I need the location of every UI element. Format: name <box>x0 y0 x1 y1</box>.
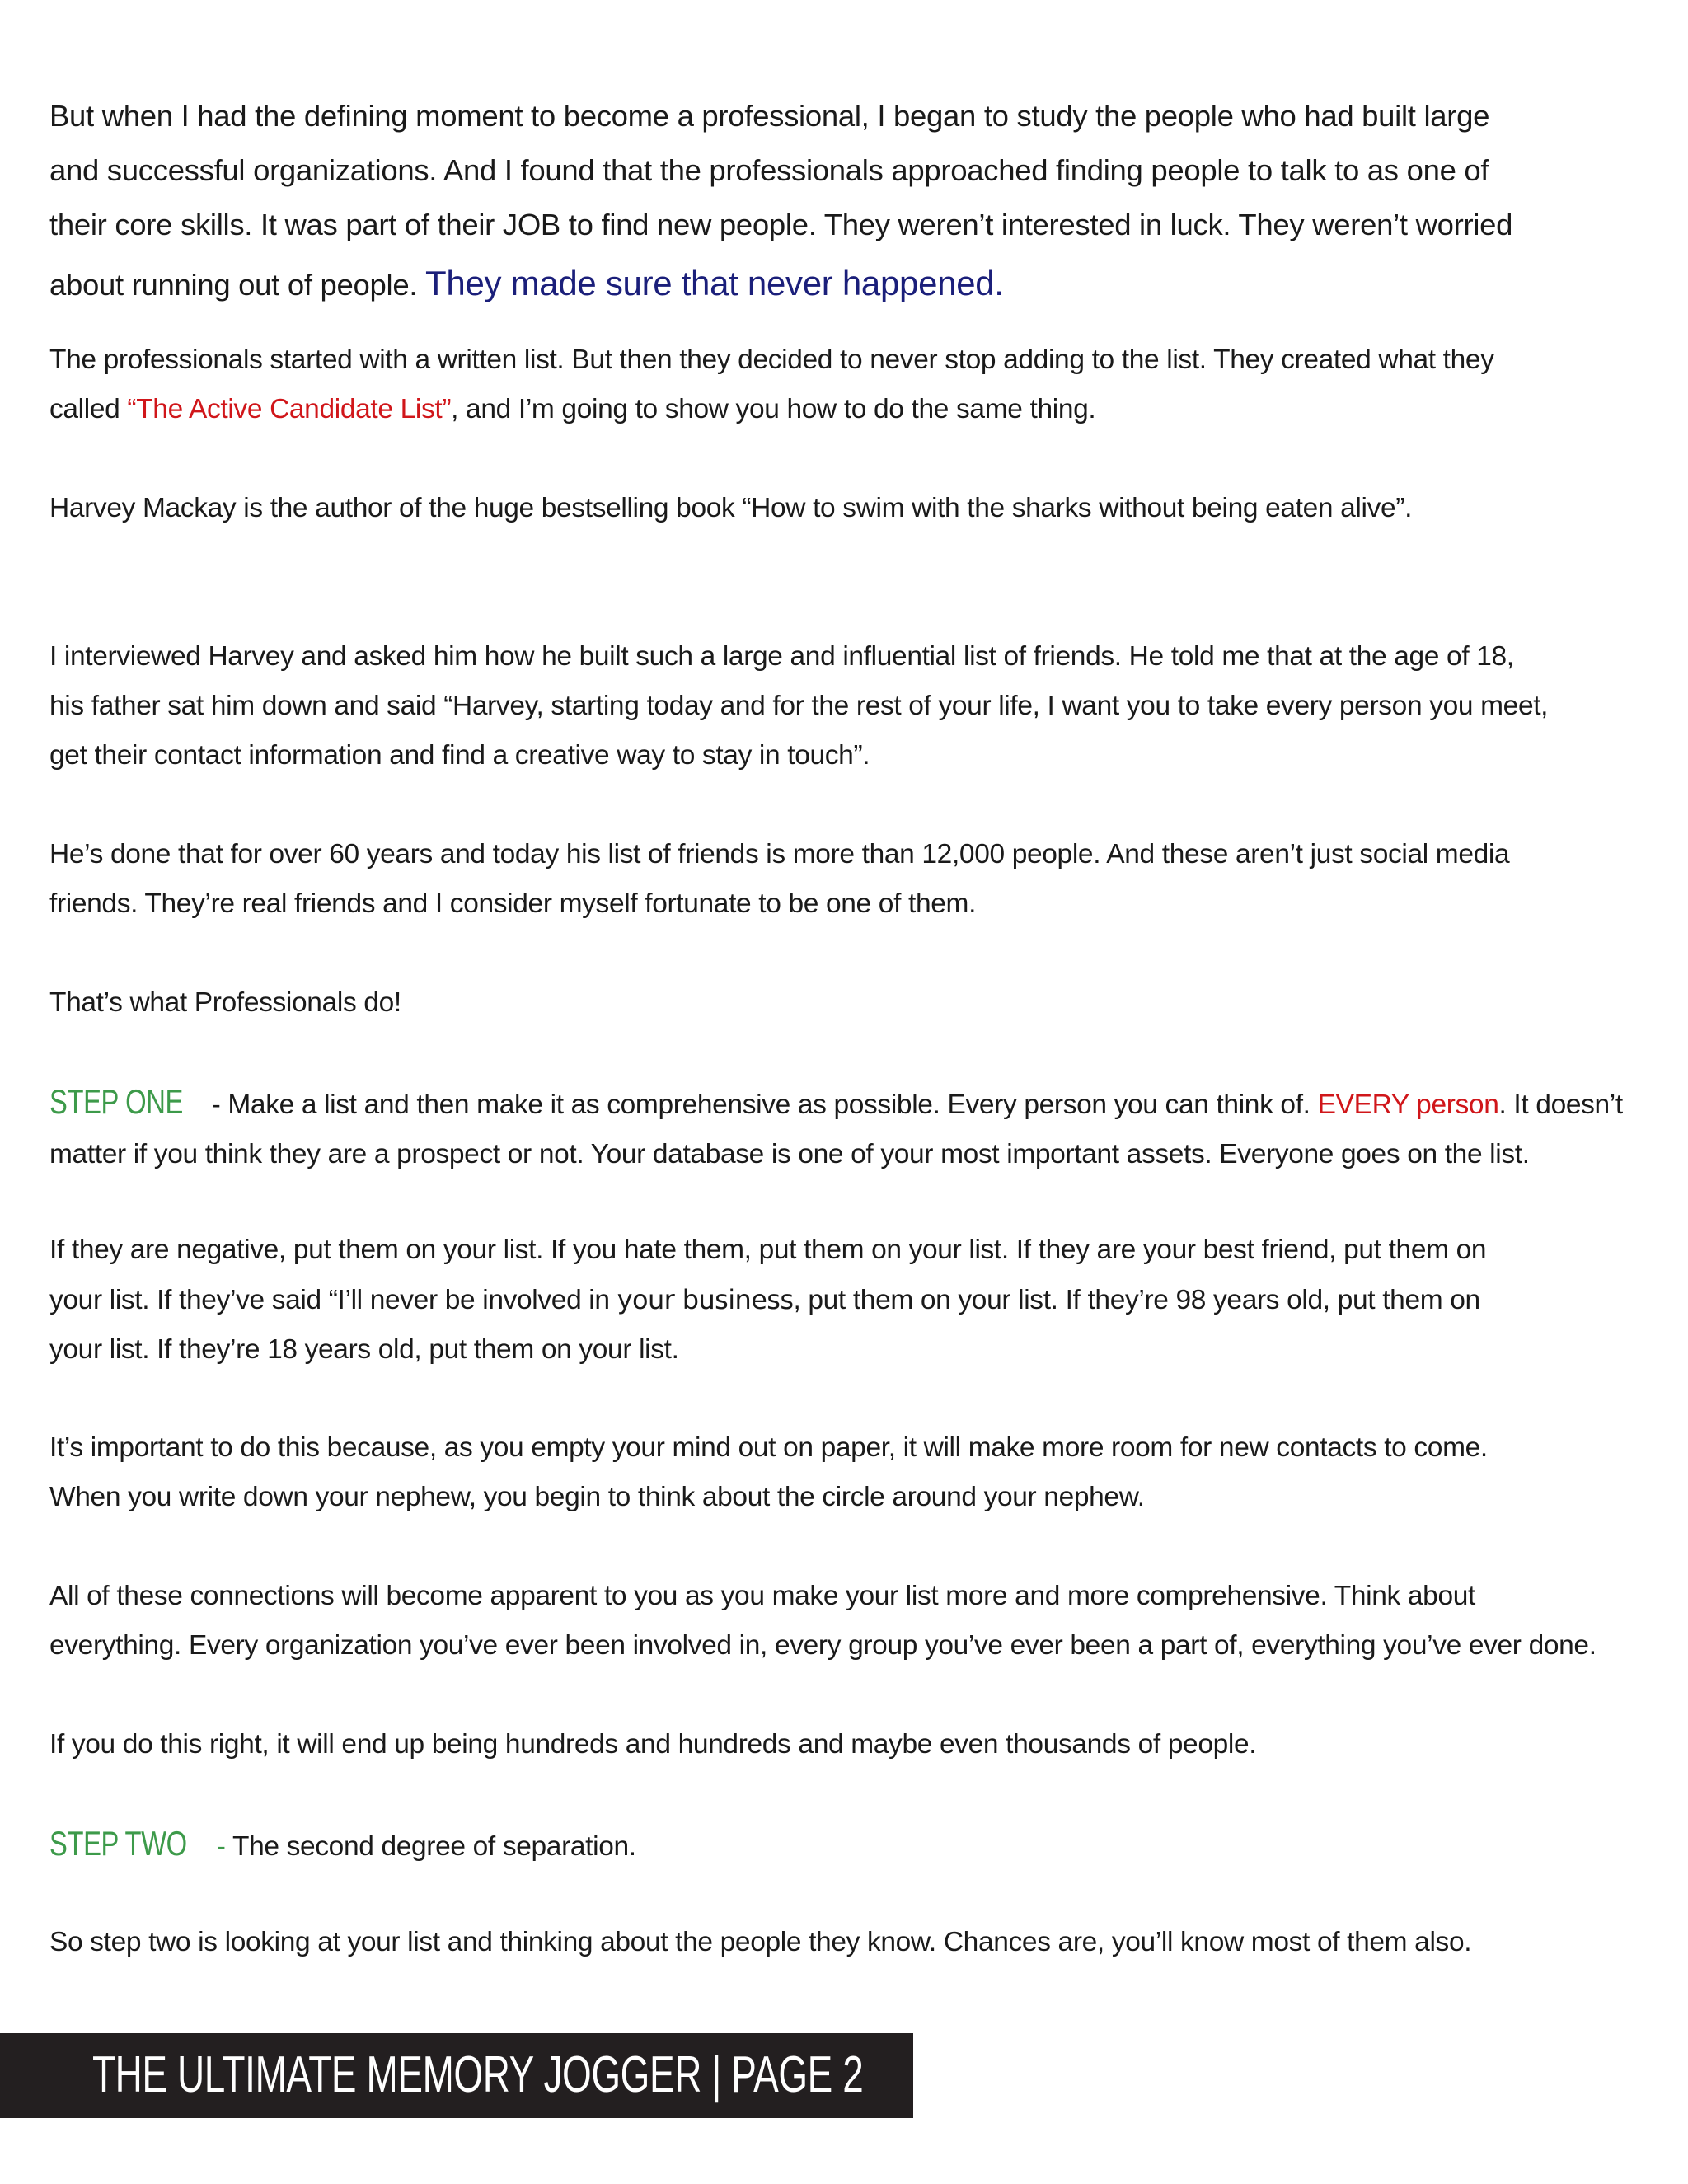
text-line: All of these connections will become apparent to you as you make your list more and more comprehensive. Think about <box>49 1581 1475 1611</box>
text-line <box>49 252 1665 316</box>
text-line: It’s important to do this because, as you empty your mind out on paper, it will make more room for new contacts to come. <box>49 1432 1488 1463</box>
step-one-heading: STEP ONE <box>49 1082 183 1121</box>
text-line <box>49 1819 1665 1872</box>
text-segment: called <box>49 394 128 424</box>
footer-title: THE ULTIMATE MEMORY JOGGER | PAGE 2 <box>92 2046 864 2103</box>
step-dash: - <box>209 1831 232 1862</box>
paragraph-harvey-mackay <box>49 484 1665 533</box>
text-segment: , put them on your list. If they’re 98 years old, put them on <box>793 1285 1480 1315</box>
paragraph-friends <box>49 830 1665 929</box>
text-segment: your list. If they’ve said “I’ll never be involved in <box>49 1285 617 1315</box>
paragraph-interview <box>49 632 1665 780</box>
text-line <box>49 385 1665 434</box>
paragraph-mind-empty <box>49 1423 1665 1522</box>
text-line <box>49 1077 1665 1130</box>
text-segment: about running out of people. <box>49 268 426 302</box>
footer-banner <box>0 2033 913 2118</box>
text-segment: The second degree of separation. <box>232 1831 636 1862</box>
text-line: But when I had the defining moment to become a professional, I began to study the people who had built large <box>49 99 1490 133</box>
text-line: I interviewed Harvey and asked him how he built such a large and influential list of friends. He told me that at the age of 18, <box>49 641 1514 672</box>
text-segment: . It doesn’t <box>1498 1090 1623 1120</box>
paragraph-hundreds <box>49 1720 1665 1769</box>
text-line: He’s done that for over 60 years and today his list of friends is more than 12,000 people. And these aren’t just social media <box>49 839 1510 869</box>
text-line <box>49 1275 1665 1325</box>
paragraph-intro <box>49 89 1665 316</box>
text-line: and successful organizations. And I found that the professionals approached finding people to talk to as one of <box>49 153 1489 187</box>
text-line: So step two is looking at your list and thinking about the people they know. Chances are, you’ll know most of them also. <box>49 1927 1472 1957</box>
paragraph-connections <box>49 1572 1665 1671</box>
text-line: That’s what Professionals do! <box>49 987 401 1018</box>
paragraph-step-two <box>49 1819 1665 1872</box>
text-line: If you do this right, it will end up being hundreds and hundreds and maybe even thousands of people. <box>49 1729 1257 1760</box>
text-line: If they are negative, put them on your list. If you hate them, put them on your list. If they are your best friend, put them on <box>49 1235 1487 1265</box>
step-two-heading: STEP TWO <box>49 1824 187 1863</box>
highlight-text: EVERY person <box>1317 1090 1499 1120</box>
emphasis-text: They made sure that never happened. <box>425 264 1004 302</box>
text-line: his father sat him down and said “Harvey, starting today and for the rest of your life, I want you to take every person you meet, <box>49 691 1549 721</box>
paragraph-step-one <box>49 1077 1665 1179</box>
text-line: When you write down your nephew, you begin to think about the circle around your nephew. <box>49 1482 1145 1512</box>
text-segment: Make a list and then make it as comprehensive as possible. Every person you can think of. <box>227 1090 1318 1120</box>
paragraph-everyone <box>49 1226 1665 1375</box>
text-segment: , and I’m going to show you how to do the same thing. <box>451 394 1096 424</box>
text-segment: - <box>204 1090 228 1120</box>
text-line: matter if you think they are a prospect or not. Your database is one of your most important assets. Everyone goes on the list. <box>49 1139 1530 1169</box>
text-line: Harvey Mackay is the author of the huge bestselling book “How to swim with the sharks without being eaten alive”. <box>49 493 1413 523</box>
text-line: everything. Every organization you’ve ever been involved in, every group you’ve ever been a part of, everything you’ve ever done. <box>49 1630 1597 1661</box>
paragraph-step-two-detail <box>49 1918 1665 1967</box>
paragraph-active-list <box>49 335 1665 434</box>
text-line: friends. They’re real friends and I consider myself fortunate to be one of them. <box>49 888 977 919</box>
text-line: get their contact information and find a creative way to stay in touch”. <box>49 740 870 771</box>
text-line: your list. If they’re 18 years old, put them on your list. <box>49 1334 679 1365</box>
text-line: their core skills. It was part of their JOB to find new people. They weren’t interested in luck. They weren’t worried <box>49 208 1513 241</box>
alt-font-text: your business <box>617 1284 794 1315</box>
text-line: The professionals started with a written list. But then they decided to never stop adding to the list. They created what they <box>49 344 1494 375</box>
highlight-text: “The Active Candidate List” <box>127 394 452 424</box>
paragraph-professionals <box>49 978 1665 1028</box>
